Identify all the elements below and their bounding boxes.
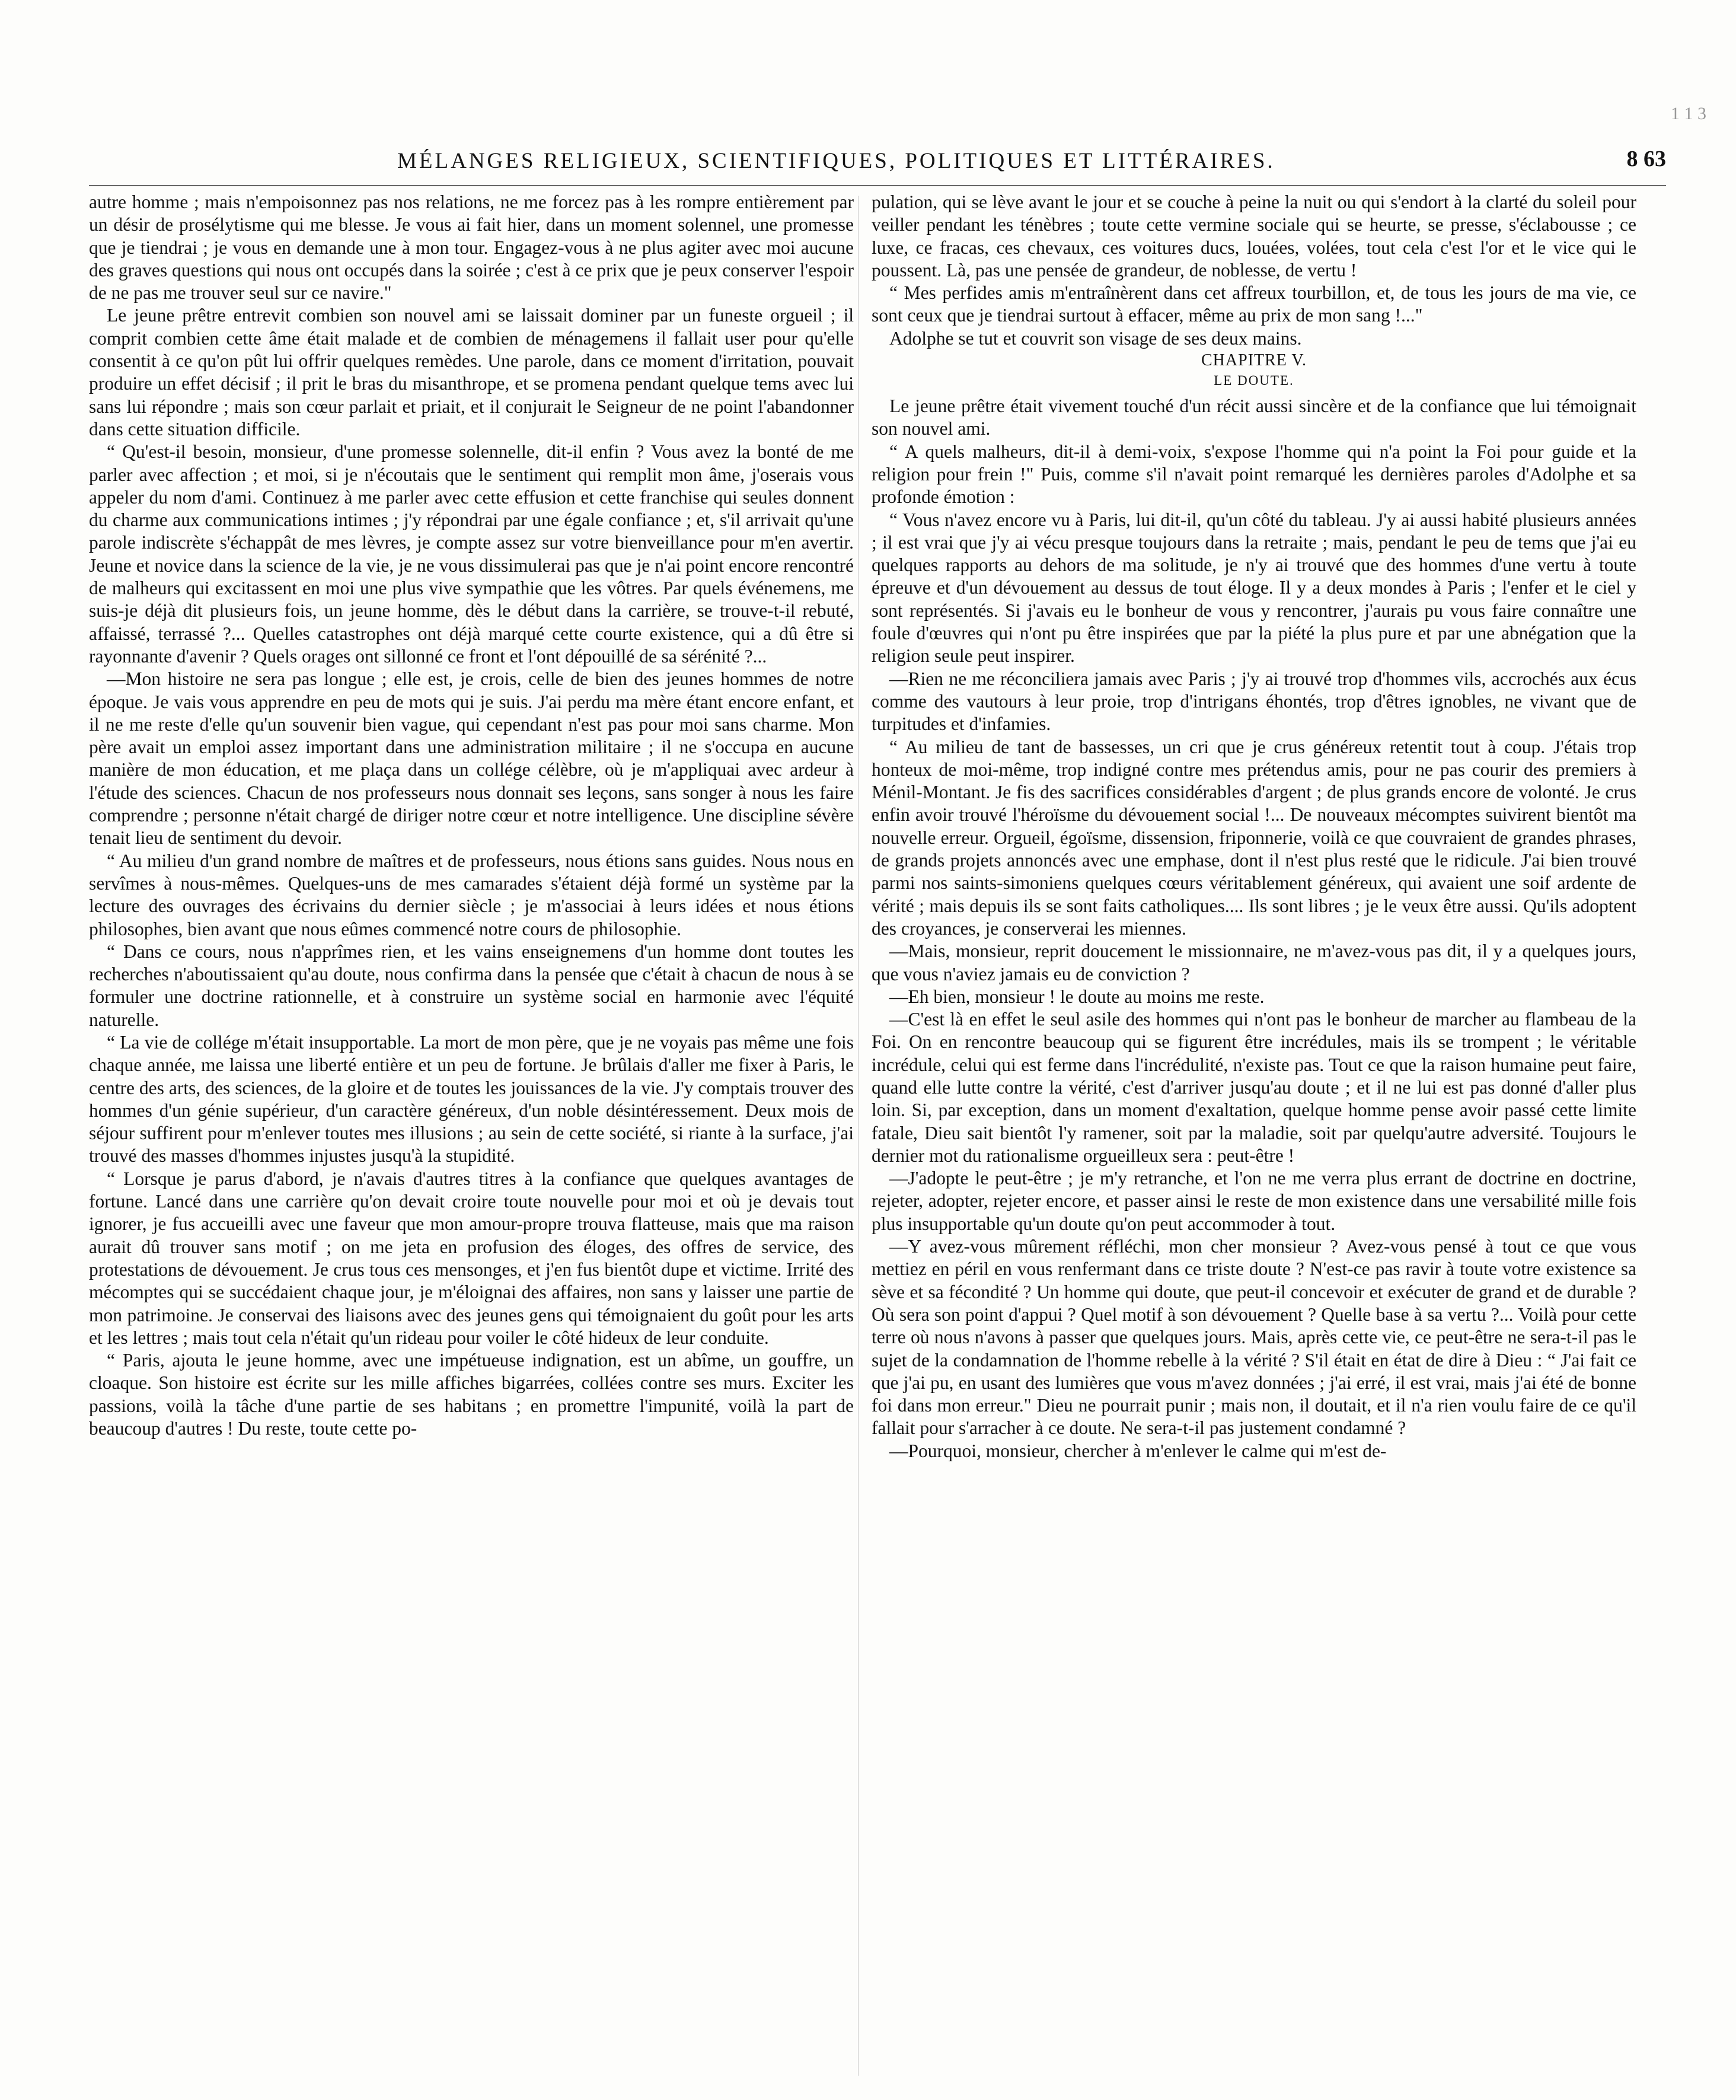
left-column [89, 191, 854, 2077]
header-rule [89, 185, 1666, 186]
paragraph: —Mon histoire ne sera pas longue ; elle est, je crois, celle de bien des jeunes hommes de notre époque. Je vais vous apprendre en peu de mots qui je suis. J'ai perdu ma mère étant encore enfant, et il ne me reste d'elle qu'un souvenir bien vague, qui cependant n'est pas pour moi sans charme. Mon père avait un emploi assez important dans une administration militaire ; il ne s'occupa en aucune manière de mon éducation, et me plaça dans un collége célèbre, où je m'appliquai avec ardeur à l'étude des sciences. Chacun de nos professeurs nous donnait ses leçons, sans songer à nous les faire comprendre ; personne n'était chargé de diriger notre cœur et notre intelligence. Une discipline sévère tenait lieu de sentiment du devoir. [89, 668, 854, 849]
paragraph: —C'est là en effet le seul asile des hommes qui n'ont pas le bonheur de marcher au flambeau de la Foi. On en rencontre beaucoup qui se figurent être incrédules, mais ils se trompent ; le véritable incrédule, celui qui est ferme dans l'incrédulité, n'existe pas. Tout ce que la raison humaine peut faire, quand elle lutte contre la vérité, c'est d'arriver jusqu'au doute ; et il ne lui est pas donné d'aller plus loin. Si, par exception, dans un moment d'exaltation, quelque homme pense avoir passé cette limite fatale, Dieu sait bientôt l'y ramener, soit par la maladie, soit par quelqu'autre adversité. Toujours le dernier mot du rationalisme orgueilleux sera : peut-être ! [872, 1009, 1636, 1166]
paragraph: “ Paris, ajouta le jeune homme, avec une impétueuse indignation, est un abîme, un gouffre, un cloaque. Son histoire est écrite sur les mille affiches bigarrées, collées contre ses murs. Exciter les passions, voilà la tâche d'une partie de ses habitans ; en promettre l'impunité, voilà la part de beaucoup d'autres ! Du reste, toute cette po- [89, 1350, 854, 1439]
paragraph: —Mais, monsieur, reprit doucement le missionnaire, ne m'avez-vous pas dit, il y a quelques jours, que vous n'aviez jamais eu de conviction ? [872, 941, 1636, 984]
corner-mark: 1 1 3 [1671, 104, 1706, 123]
paragraph: “ A quels malheurs, dit-il à demi-voix, s'expose l'homme qui n'a point la Foi pour guide et la religion pour frein !" Puis, comme s'il n'avait point remarqué les dernières paroles d'Adolphe et sa profonde émotion : [872, 441, 1636, 508]
paragraph: Le jeune prêtre entrevit combien son nouvel ami se laissait dominer par un funeste orgueil ; il comprit combien cette âme était malade et de combien de ménagemens il fallait user pour qu'elle consentit à ce qu'on pût lui offrir quelques remèdes. Une parole, dans ce moment d'irritation, pouvait produire un effet décisif ; il prit le bras du misanthrope, et se promena pendant quelque tems avec lui sans lui répondre ; mais son cœur parlait et priait, et il conjurait le Seigneur de ne point l'abandonner dans cette situation difficile. [89, 305, 854, 439]
paragraph: “ Vous n'avez encore vu à Paris, lui dit-il, qu'un côté du tableau. J'y ai aussi habité plusieurs années ; il est vrai que j'y ai vécu presque toujours dans la retraite ; mais, pendant le peu de tems que j'ai eu quelques rapports au dehors de ma solitude, je n'y ai trouvé que des hommes d'une vertu à toute épreuve et d'un dévouement au dessus de tout éloge. Il y a deux mondes à Paris ; l'enfer et le ciel y sont représentés. Si j'avais eu le bonheur de vous y rencontrer, j'aurais pu vous faire connaître une foule d'œuvres qui n'ont pu être inspirées que par la piété la plus pure et par une abnégation que la religion seule peut inspirer. [872, 509, 1636, 667]
page-header [89, 148, 1666, 184]
chapter-subtitle: LE DOUTE. [1214, 373, 1294, 388]
paragraph: “ Qu'est-il besoin, monsieur, d'une promesse solennelle, dit-il enfin ? Vous avez la bonté de me parler avec affection ; et moi, si je n'écoutais que le sentiment qui remplit mon âme, j'oserais vous appeler du nom d'ami. Continuez à me parler avec cette effusion et cette franchise qui seules donnent du charme aux communications intimes ; j'y répondrai par une égale confiance ; et, s'il arrivait qu'une parole indiscrète s'échappât de mes lèvres, je compte assez sur votre bienveillance pour m'en avertir. Jeune et novice dans la science de la vie, je ne vous dissimulerai pas que je n'ai point encore rencontré de malheurs qui excitassent en moi une plus vive sympathie que les vôtres. Par quels événemens, me suis-je déjà dit plusieurs fois, un jeune homme, dès le début dans la carrière, se trouve-t-il rebuté, affaissé, terrassé ?... Quelles catastrophes ont déjà marqué cette courte existence, qui a dû être si rayonnante d'avenir ? Quels orages ont sillonné ce front et l'ont dépouillé de sa sérénité ?... [89, 441, 854, 667]
paragraph: “ Au milieu d'un grand nombre de maîtres et de professeurs, nous étions sans guides. Nous nous en servîmes à nous-mêmes. Quelques-uns de mes camarades s'étaient déjà formé un système par la lecture des ouvrages des écrivains du dernier siècle ; je m'associai à leurs idées et nous étions philosophes, bien avant que nous eûmes commencé notre cours de philosophie. [89, 850, 854, 939]
paragraph: “ Lorsque je parus d'abord, je n'avais d'autres titres à la confiance que quelques avantages de fortune. Lancé dans une carrière qu'on devait croire toute nouvelle pour moi et où je devais tout ignorer, je fus accueilli avec une faveur que mon amour-propre trouva flatteuse, mais que ma raison aurait dû trouver sans motif ; on me jeta en profusion des éloges, des offres de service, des protestations de dévouement. Je crus tous ces mensonges, et j'en fus bientôt dupe et victime. Irrité des mécomptes qui se succédaient chaque jour, je m'éloignai des affaires, non sans y laisser une partie de mon patrimoine. Je conservai des liaisons avec des jeunes gens qui témoignaient du goût pour les arts et les lettres ; mais tout cela n'était qu'un rideau pour voiler le côté hideux de leur conduite. [89, 1168, 854, 1348]
paragraph: Adolphe se tut et couvrit son visage de ses deux mains. [889, 327, 1302, 349]
paragraph: “ Dans ce cours, nous n'apprîmes rien, et les vains enseignemens d'un homme dont toutes les recherches n'aboutissaient qu'au doute, nous confirma dans la pensée que c'était à chacun de nous à se formuler une doctrine rationnelle, et à construire un système social en harmonie avec l'équité naturelle. [89, 941, 854, 1030]
page-number: 8 63 [1626, 146, 1666, 171]
chapter-title: CHAPITRE V. [1201, 351, 1307, 370]
column-divider [858, 196, 859, 2076]
paragraph: autre homme ; mais n'empoisonnez pas nos relations, ne me forcez pas à les rompre entièrement par un désir de prosélytisme qui me blesse. Je vous ai fait hier, dans un moment solennel, une promesse que je tiendrai ; je vous en demande une à mon tour. Engagez-vous à ne plus agiter avec moi aucune des graves questions qui nous ont occupés dans la soirée ; c'est à ce prix que je peux conserver l'espoir de ne pas me trouver seul sur ce navire." [89, 192, 854, 304]
paragraph: pulation, qui se lève avant le jour et se couche à peine la nuit ou qui s'endort à la clarté du soleil pour veiller pendant les ténèbres ; toute cette vermine sociale qui se heurte, se presse, s'éclabousse ; ce luxe, ce fracas, ces chevaux, ces voitures ducs, louées, volées, tout cela c'est l'or et le vice qui le poussent. Là, pas une pensée de grandeur, de noblesse, de vertu ! [872, 192, 1636, 281]
paragraph: “ Au milieu de tant de bassesses, un cri que je crus généreux retentit tout à coup. J'étais trop honteux de moi-même, trop indigné contre mes prétendus amis, pour ne pas courir des premiers à Ménil-Montant. Je fis des sacrifices considérables d'argent ; de plus grands encore de volonté. Je crus enfin avoir trouvé l'héroïsme du dévouement social !... De nouveaux mécomptes suivirent bientôt ma nouvelle erreur. Orgueil, égoïsme, dissension, friponnerie, voilà ce que couvraient de grandes phrases, de grands projets annoncés avec une emphase, dont il n'est plus resté que le ridicule. J'ai bien trouvé parmi nos saints-simoniens quelques cœurs véritablement généreux, qui avaient une soif ardente de vérité ; mais depuis ils se sont faits catholiques.... Ils sont libres ; je le veux être aussi. Qu'ils adoptent des croyances, je conserverai les miennes. [872, 736, 1636, 939]
paragraph: —J'adopte le peut-être ; je m'y retranche, et l'on ne me verra plus errant de doctrine en doctrine, rejeter, adopter, rejeter encore, et passer ainsi le reste de mon existence dans une versabilité mille fois plus insupportable qu'un doute qu'on peut accommoder à tout. [872, 1168, 1636, 1234]
paragraph: —Pourquoi, monsieur, chercher à m'enlever le calme qui m'est de- [889, 1440, 1387, 1461]
paragraph: “ Mes perfides amis m'entraînèrent dans cet affreux tourbillon, et, de tous les jours de ma vie, ce sont ceux que je tiendrai surtout à effacer, même au prix de mon sang !..." [872, 282, 1636, 326]
paragraph: “ La vie de collége m'était insupportable. La mort de mon père, que je ne voyais pas même une fois chaque année, me laissa une liberté entière et un peu de fortune. Je brûlais d'aller me fixer à Paris, le centre des arts, des sciences, de la gloire et de toutes les jouissances de la vie. J'y comptais trouver des hommes d'un génie supérieur, d'un caractère généreux, d'un noble désintéressement. Deux mois de séjour suffirent pour m'enlever toutes mes illusions ; au sein de cette société, si riante à la surface, j'ai trouvé des masses d'hommes injustes jusqu'à la stupidité. [89, 1031, 854, 1167]
running-title: MÉLANGES RELIGIEUX, SCIENTIFIQUES, POLITIQUES ET LITTÉRAIRES. [397, 149, 1275, 173]
paragraph: Le jeune prêtre était vivement touché d'un récit aussi sincère et de la confiance que lui témoignait son nouvel ami. [872, 396, 1636, 439]
paragraph: —Y avez-vous mûrement réfléchi, mon cher monsieur ? Avez-vous pensé à tout ce que vous mettiez en péril en vous renfermant dans ce triste doute ? N'est-ce pas ravir à toute votre existence sa sève et sa fécondité ? Un homme qui doute, que peut-il concevoir et exécuter de grand et de durable ? Où sera son point d'appui ? Quel motif à son dévouement ? Quelle base à sa vertu ?... Voilà pour cette terre où nous n'avons à passer que quelques jours. Mais, après cette vie, ce peut-être ne sera-t-il pas le sujet de la condamnation de l'homme rebelle à la vérité ? S'il était en état de dire à Dieu : “ J'ai fait ce que j'ai pu, en usant des lumières que vous m'avez données ; j'ai erré, il est vrai, mais j'ai été de bonne foi dans mon erreur." Dieu ne pourrait punir ; mais non, il doutait, et il n'a rien voulu faire de ce qu'il fallait pour s'arracher à ce doute. Ne sera-t-il pas justement condamné ? [872, 1236, 1636, 1439]
right-column [872, 191, 1636, 2077]
paragraph: —Eh bien, monsieur ! le doute au moins me reste. [889, 986, 1265, 1007]
paragraph: —Rien ne me réconciliera jamais avec Paris ; j'y ai trouvé trop d'hommes vils, accrochés aux écus comme des vautours à leur proie, trop d'intrigans éhontés, trop d'êtres ignobles, ne vivant que de turpitudes et d'infamies. [872, 668, 1636, 735]
